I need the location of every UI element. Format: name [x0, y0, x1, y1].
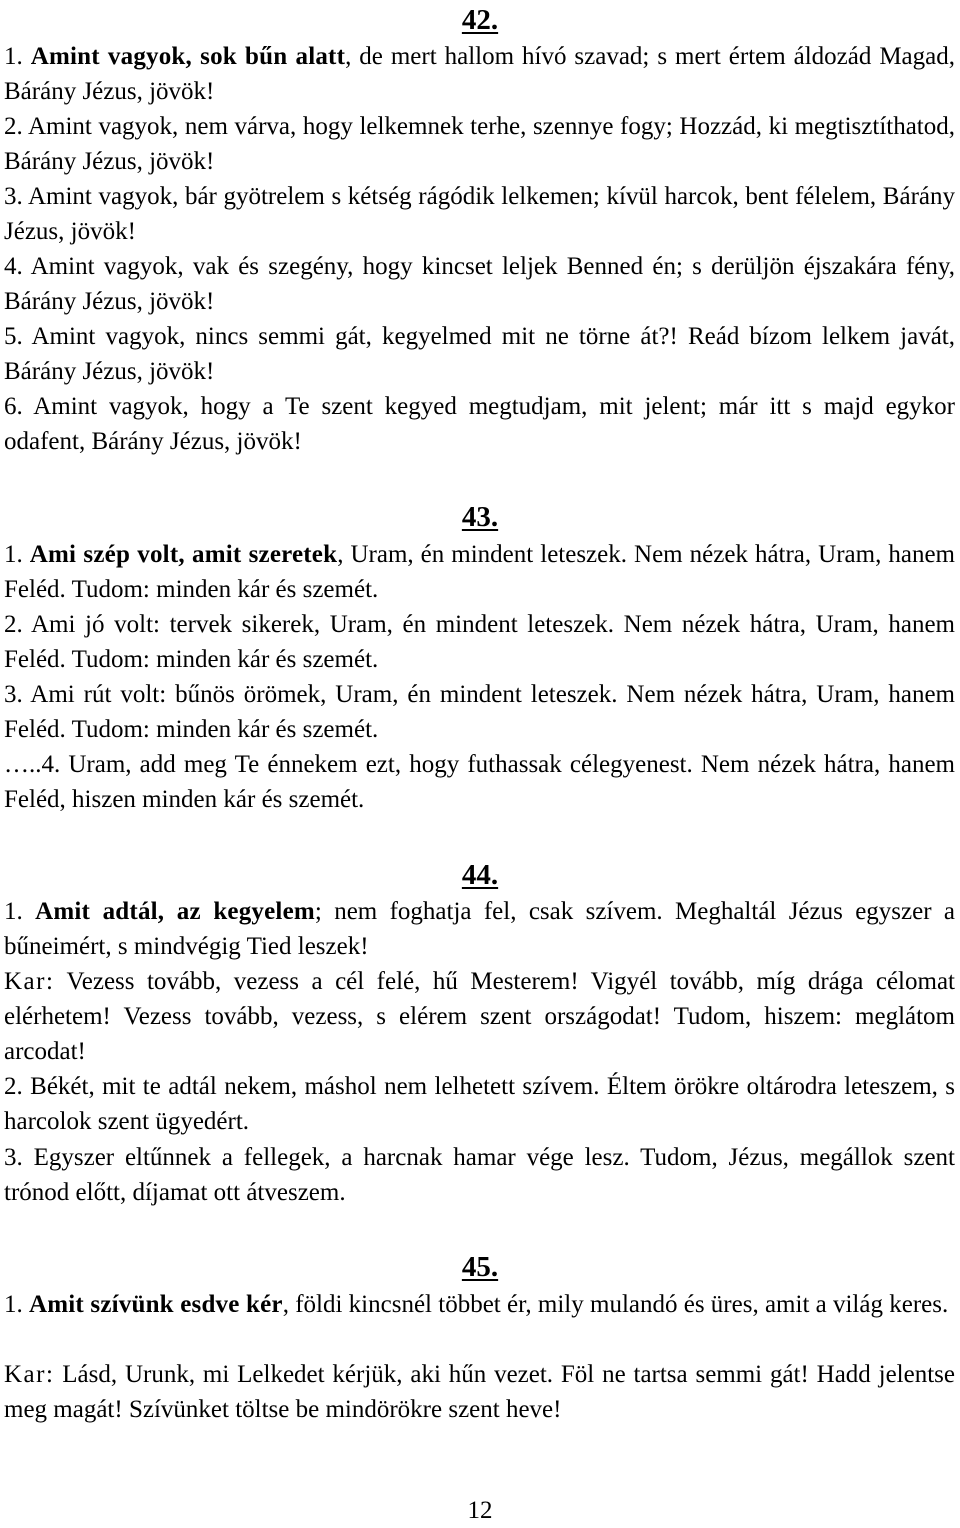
verse — [4, 1288, 955, 1323]
hymn-number: 44. — [461, 859, 499, 891]
verse-number: 3. — [4, 183, 23, 210]
verse-text: Ami jó volt: tervek sikerek, Uram, én mindent leteszek. Nem nézek hátra, Uram, hanem Feléd. Tudom: minden kár és szemét. — [4, 611, 956, 673]
verse — [4, 40, 955, 110]
refrain — [4, 1358, 955, 1428]
verse-text: , de mert hallom hívó szavad; s mert értem áldozád Magad, Bárány Jézus, jövök! — [4, 43, 956, 105]
verse-number: 5. — [4, 323, 23, 350]
refrain-label: Kar: — [4, 968, 55, 995]
verse — [4, 320, 955, 390]
verse-number: 4. — [4, 253, 23, 280]
verse-text: Amint vagyok, hogy a Te szent kegyed megtudjam, mit jelent; már itt s majd egykor odafent, Bárány Jézus, jövök! — [4, 393, 955, 455]
verse-text: Békét, mit te adtál nekem, máshol nem lelhetett szívem. Éltem örökre oltárodra leteszem, s harcolok szent ügyedért. — [4, 1073, 956, 1135]
refrain — [4, 965, 955, 1069]
verse-number: 1. — [4, 898, 23, 925]
verse-number: 2. — [4, 1073, 23, 1100]
verse — [4, 390, 955, 460]
verse-text: Egyszer eltűnnek a fellegek, a harcnak hamar vége lesz. Tudom, Jézus, megállok szent trónod előtt, díjamat ott átveszem. — [4, 1144, 956, 1206]
verse — [4, 1070, 955, 1140]
verse — [4, 1141, 955, 1211]
verse-text: Ami rút volt: bűnös örömek, Uram, én mindent leteszek. Nem nézek hátra, Uram, hanem Feléd. Tudom: minden kár és szemét. — [4, 681, 956, 743]
verse-text: Amint vagyok, nem várva, hogy lelkemnek terhe, szennye fogy; Hozzád, ki megtisztíthatod, Bárány Jézus, jövök! — [4, 113, 956, 175]
verse-first-line: Ami szép volt, amit szeretek — [29, 541, 338, 568]
hymn-number: 42. — [461, 4, 499, 36]
verse-text: , Uram, én mindent leteszek. Nem nézek hátra, Uram, hanem Feléd. Tudom: minden kár és szemét. — [4, 541, 956, 603]
verse-number: 1. — [4, 43, 23, 70]
verse-number: 2. — [4, 113, 23, 140]
verse-text: Amint vagyok, nincs semmi gát, kegyelmed mit ne törne át?! Reád bízom lelkem javát, Bárány Jézus, jövök! — [4, 323, 955, 385]
hymn-number: 45. — [461, 1251, 499, 1283]
verse — [4, 748, 955, 818]
page-number: 12 — [467, 1497, 493, 1524]
verse-text: ; nem foghatja fel, csak szívem. Meghaltál Jézus egyszer a bűneimért, s mindvégig Tied leszek! — [4, 898, 955, 960]
verse — [4, 180, 955, 250]
verse-first-line: Amit szívünk esdve kér — [29, 1291, 283, 1318]
verse-text: Amint vagyok, vak és szegény, hogy kincset leljek Benned én; s derüljön éjszakára fény, Bárány Jézus, jövök! — [4, 253, 955, 315]
verse — [4, 678, 955, 748]
verse-text: , földi kincsnél többet ér, mily mulandó és üres, amit a világ keres. — [282, 1291, 949, 1318]
verse — [4, 608, 955, 678]
hymn-number: 43. — [461, 501, 499, 533]
verse-number: 1. — [4, 1291, 23, 1318]
verse-text: Uram, add meg Te énnekem ezt, hogy futhassak célegyenest. Nem nézek hátra, hanem Feléd, hiszen minden kár és szemét. — [4, 751, 955, 813]
verse-number: 2. — [4, 611, 23, 638]
refrain-text: Lásd, Urunk, mi Lelkedet kérjük, aki hűn vezet. Föl ne tartsa semmi gát! Hadd jelentse meg magát! Szívünket töltse be mindörökre szent heve! — [4, 1361, 955, 1423]
verse-number: 3. — [4, 1144, 23, 1171]
verse-first-line: Amit adtál, az kegyelem — [35, 898, 315, 925]
verse — [4, 538, 955, 608]
verse — [4, 895, 955, 965]
verse-first-line: Amint vagyok, sok bűn alatt — [30, 43, 346, 70]
refrain-label: Kar: — [4, 1361, 55, 1388]
verse-number: 1. — [4, 541, 23, 568]
verse — [4, 250, 955, 320]
verse-number: 3. — [4, 681, 23, 708]
refrain-text: Vezess tovább, vezess a cél felé, hű Mesterem! Vigyél tovább, míg drága célomat elérhetem! Vezess tovább, vezess, s elérem szent országodat! Tudom, hiszem: meglátom arcodat! — [4, 968, 955, 1065]
verse — [4, 110, 955, 180]
verse-text: Amint vagyok, bár gyötrelem s kétség rágódik lelkemen; kívül harcok, bent félelem, Bárány Jézus, jövök! — [4, 183, 955, 245]
verse-number: …..4. — [4, 751, 61, 778]
verse-number: 6. — [4, 393, 23, 420]
